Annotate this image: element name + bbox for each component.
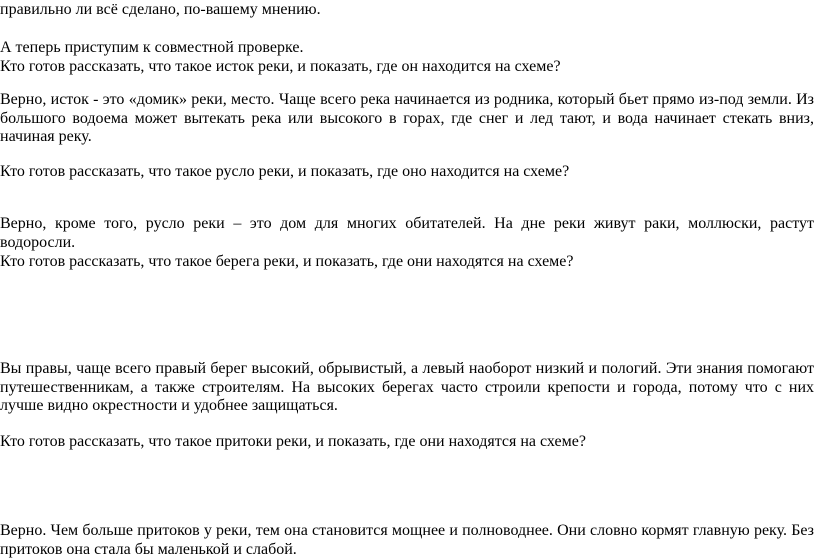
paragraph-source-question: А теперь приступим к совместной проверке. Кто готов рассказать, что такое исток реки, и показать, где он находится на схеме? [0,39,561,75]
paragraph-banks-question: Кто готов рассказать, что такое берега реки, и показать, где они находятся на схеме? [0,253,574,270]
paragraph-riverbed-answer: Верно, кроме того, русло реки – это дом для многих обитателей. На дне реки живут раки, моллюски, растут водоросли. [0,215,814,251]
paragraph-tributaries-answer: Верно. Чем больше притоков у реки, тем она становится мощнее и полноводнее. Они словно кормят главную реку. Без притоков она стала бы маленькой и слабой. [0,522,814,558]
paragraph-banks-answer: Вы правы, чаще всего правый берег высокий, обрывистый, а левый наоборот низкий и пологий. Эти знания помогают путешественникам, а также строителям. На высоких берегах часто строили крепости и города, потому что с них лучше видно окрестности и удобнее защищаться. [0,360,814,414]
paragraph-intro: правильно ли всё сделано, по-вашему мнению. [0,1,321,18]
paragraph-tributaries-question: Кто готов рассказать, что такое притоки реки, и показать, где они находятся на схеме? [0,433,586,450]
paragraph-riverbed-question: Кто готов рассказать, что такое русло реки, и показать, где оно находится на схеме? [0,163,570,180]
paragraph-source-answer: Верно, исток - это «домик» реки, место. Чаще всего река начинается из родника, который бьет прямо из-под земли. Из большого водоема может вытекать река или высокого в горах, где снег и лед тают, и вода начинает стекать вниз, начиная реку. [0,91,814,145]
